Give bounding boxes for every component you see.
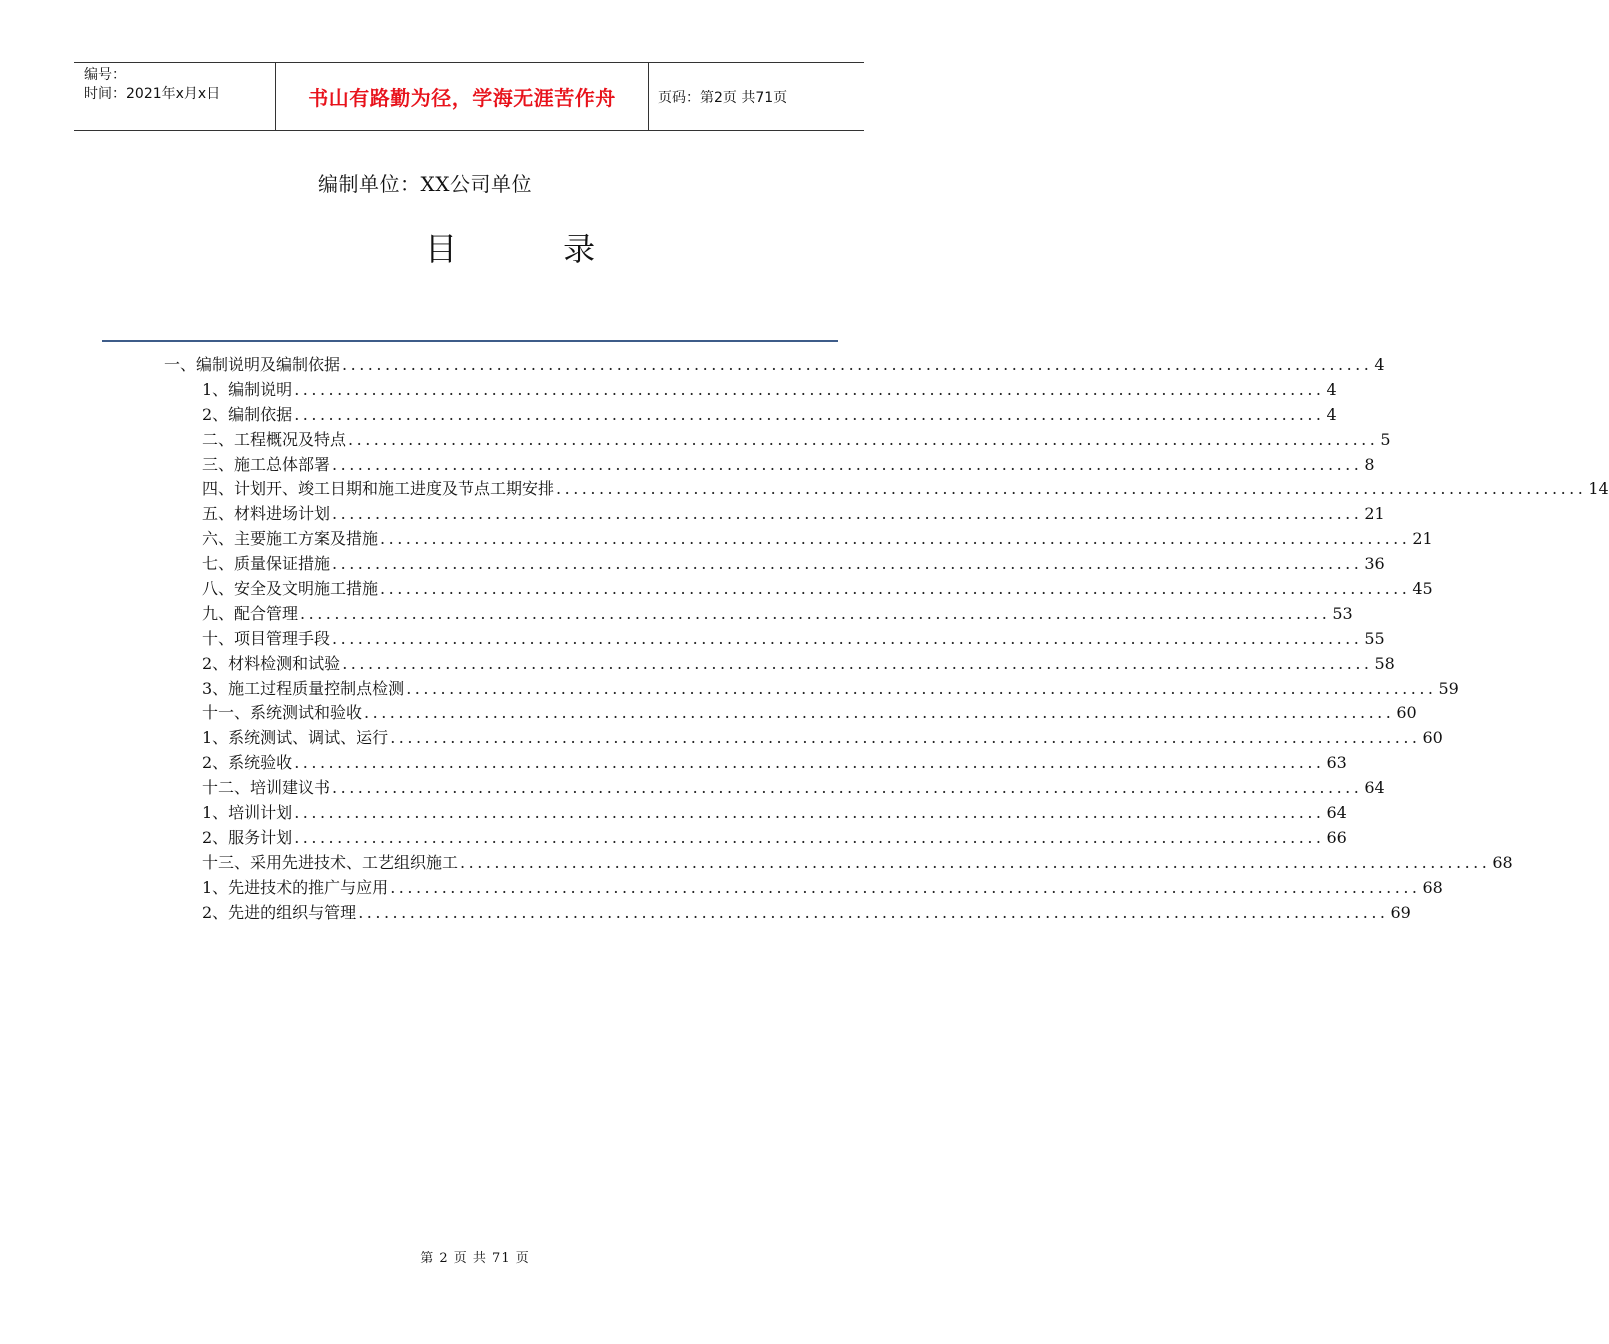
toc-entry-label: 2、编制依据 <box>202 404 293 424</box>
toc-entry[interactable] <box>164 576 1433 601</box>
toc-entry-label: 2、服务计划 <box>202 827 293 847</box>
toc-entry-page: 66 <box>1326 827 1347 847</box>
toc-entry[interactable] <box>164 601 1353 626</box>
toc-entry-label: 一、编制说明及编制依据 <box>164 355 341 374</box>
toc-entry-label: 1、培训计划 <box>202 803 293 823</box>
toc-entry-label: 五、材料进场计划 <box>202 504 331 524</box>
toc-entry-label: 六、主要施工方案及措施 <box>202 529 379 549</box>
toc-entry[interactable] <box>164 501 1385 526</box>
toc-entry-page: 8 <box>1364 454 1375 474</box>
toc-entry-label: 十二、培训建议书 <box>202 778 331 798</box>
org-unit: 编制单位：XX公司单位 <box>318 172 532 196</box>
toc-entry[interactable] <box>164 775 1385 800</box>
toc-leader-dots: ........................................................................................................................ <box>460 852 1491 872</box>
toc-entry-label: 九、配合管理 <box>202 603 299 623</box>
toc-leader-dots: ........................................................................................................................ <box>332 454 1363 474</box>
toc-entry-label: 2、系统验收 <box>202 753 293 773</box>
toc-entry-label: 四、计划开、竣工日期和施工进度及节点工期安排 <box>202 479 555 499</box>
toc-leader-dots: ........................................................................................................................ <box>332 628 1363 648</box>
toc-entry-page: 4 <box>1326 404 1337 424</box>
toc-entry-label: 3、施工过程质量控制点检测 <box>202 678 405 698</box>
toc-entry[interactable] <box>164 700 1417 725</box>
toc-entry-label: 三、施工总体部署 <box>202 454 331 474</box>
toc-entry-page: 45 <box>1412 579 1433 599</box>
toc-entry[interactable] <box>164 402 1337 427</box>
toc-leader-dots: ........................................................................................................................ <box>390 728 1421 748</box>
toc-entry[interactable] <box>164 825 1347 850</box>
toc-leader-dots: ........................................................................................................................ <box>332 554 1363 574</box>
toc-entry[interactable] <box>164 900 1411 925</box>
toc-entry[interactable] <box>164 476 1609 501</box>
toc-entry-page: 55 <box>1364 628 1385 648</box>
toc-entry-page: 68 <box>1422 877 1443 897</box>
toc-entry-page: 60 <box>1396 703 1417 723</box>
table-of-contents <box>164 352 1609 924</box>
page-header <box>74 62 864 131</box>
header-meta <box>74 63 276 130</box>
toc-leader-dots: ........................................................................................................................ <box>390 877 1421 897</box>
toc-entry-page: 21 <box>1412 529 1433 549</box>
toc-entry-label: 1、系统测试、调试、运行 <box>202 728 389 748</box>
toc-leader-dots: ........................................................................................................................ <box>300 603 1331 623</box>
time-label: 时间：2021年x月x日 <box>84 86 221 102</box>
toc-entry-page: 14 <box>1588 479 1609 499</box>
toc-leader-dots: ........................................................................................................................ <box>364 703 1395 723</box>
toc-entry-label: 1、编制说明 <box>202 379 293 399</box>
toc-entry[interactable] <box>164 651 1395 676</box>
toc-leader-dots: ........................................................................................................................ <box>294 404 1325 424</box>
toc-leader-dots: ........................................................................................................................ <box>294 803 1325 823</box>
toc-entry-label: 2、先进的组织与管理 <box>202 902 357 922</box>
toc-entry-page: 63 <box>1326 753 1347 773</box>
toc-entry[interactable] <box>164 377 1337 402</box>
toc-leader-dots: ........................................................................................................................ <box>556 479 1587 499</box>
toc-entry-page: 4 <box>1374 355 1385 374</box>
toc-entry-page: 68 <box>1492 852 1513 872</box>
toc-entry-page: 60 <box>1422 728 1443 748</box>
toc-entry[interactable] <box>164 676 1459 701</box>
toc-leader-dots: ........................................................................................................................ <box>332 504 1363 524</box>
toc-entry[interactable] <box>164 352 1385 377</box>
toc-entry-page: 53 <box>1332 603 1353 623</box>
divider <box>102 340 838 342</box>
toc-entry-page: 36 <box>1364 554 1385 574</box>
toc-leader-dots: ........................................................................................................................ <box>294 827 1325 847</box>
toc-leader-dots: ........................................................................................................................ <box>294 379 1325 399</box>
toc-entry[interactable] <box>164 800 1347 825</box>
toc-entry-page: 69 <box>1390 902 1411 922</box>
toc-entry[interactable] <box>164 626 1385 651</box>
toc-entry[interactable] <box>164 526 1433 551</box>
code-label: 编号： <box>84 67 126 83</box>
toc-entry[interactable] <box>164 750 1347 775</box>
toc-entry[interactable] <box>164 551 1385 576</box>
toc-title: 目 录 <box>425 230 644 268</box>
toc-entry[interactable] <box>164 850 1513 875</box>
toc-entry-page: 4 <box>1326 379 1337 399</box>
toc-entry-page: 59 <box>1438 678 1459 698</box>
toc-entry-page: 21 <box>1364 504 1385 524</box>
page-footer: 第 2 页 共 71 页 <box>420 1251 530 1266</box>
toc-entry-label: 八、安全及文明施工措施 <box>202 579 379 599</box>
header-slogan: 书山有路勤为径，学海无涯苦作舟 <box>276 63 649 130</box>
header-page-info: 页码：第2页 共71页 <box>658 89 788 106</box>
toc-entry-label: 二、工程概况及特点 <box>202 429 347 449</box>
toc-leader-dots: ........................................................................................................................ <box>380 529 1411 549</box>
toc-entry-label: 十三、采用先进技术、工艺组织施工 <box>202 852 459 872</box>
toc-leader-dots: ........................................................................................................................ <box>348 429 1379 449</box>
toc-entry-label: 十一、系统测试和验收 <box>202 703 363 723</box>
toc-entry[interactable] <box>164 427 1391 452</box>
toc-leader-dots: ........................................................................................................................ <box>406 678 1437 698</box>
toc-entry[interactable] <box>164 452 1375 477</box>
toc-entry-page: 58 <box>1374 653 1395 673</box>
toc-leader-dots: ........................................................................................................................ <box>358 902 1389 922</box>
toc-leader-dots: ........................................................................................................................ <box>294 753 1325 773</box>
toc-leader-dots: ........................................................................................................................ <box>332 778 1363 798</box>
toc-entry[interactable] <box>164 725 1443 750</box>
toc-leader-dots: ........................................................................................................................ <box>380 579 1411 599</box>
toc-entry-label: 1、先进技术的推广与应用 <box>202 877 389 897</box>
toc-entry-page: 64 <box>1364 778 1385 798</box>
toc-entry-label: 七、质量保证措施 <box>202 554 331 574</box>
toc-entry-page: 64 <box>1326 803 1347 823</box>
toc-entry-page: 5 <box>1380 429 1391 449</box>
toc-leader-dots: ........................................................................................................................ <box>342 355 1373 374</box>
toc-entry[interactable] <box>164 875 1443 900</box>
toc-entry-label: 2、材料检测和试验 <box>202 653 341 673</box>
toc-leader-dots: ........................................................................................................................ <box>342 653 1373 673</box>
toc-entry-label: 十、项目管理手段 <box>202 628 331 648</box>
